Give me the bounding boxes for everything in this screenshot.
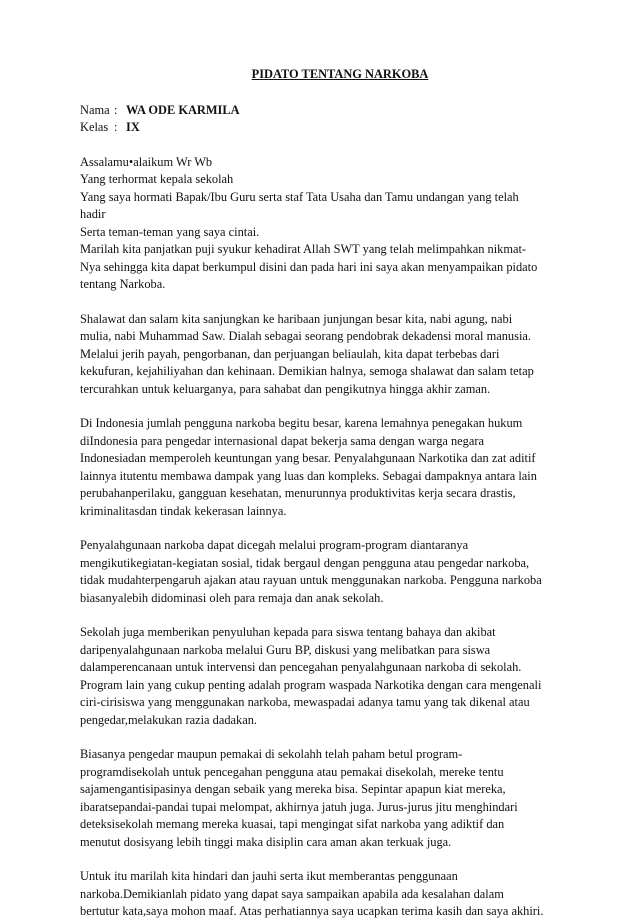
text-line: Serta teman-teman yang saya cintai. <box>80 224 260 239</box>
paragraph <box>80 868 560 921</box>
text-line: daripenyalahgunaan narkoba melalui Guru BP, diskusi yang melibatkan para siswa <box>80 642 491 657</box>
text-line: Sekolah juga memberikan penyuluhan kepada para siswa tentang bahaya dan akibat <box>80 625 496 639</box>
document-title: PIDATO TENTANG NARKOBA <box>251 67 429 81</box>
text-line: lainnya itutentu membawa dampak yang luas dan kompleks. Sebagai dampaknya antara lain <box>80 468 537 483</box>
paragraph <box>80 746 560 851</box>
text-line: tentang Narkoba. <box>80 277 166 291</box>
name-label: Nama <box>80 102 110 117</box>
text-line: Untuk itu marilah kita hindari dan jauhi serta ikut memberantas penggunaan <box>80 869 458 883</box>
text-line: Yang terhormat kepala sekolah <box>80 172 234 186</box>
text-line: pengedar,melakukan razia dadakan. <box>80 712 258 727</box>
text-line: programdisekolah untuk pencegahan pengguna atau pemakai disekolah, mereke tentu <box>80 764 504 779</box>
text-line: Marilah kita panjatkan puji syukur kehadirat Allah SWT yang telah melimpahkan nikmat- <box>80 242 527 256</box>
text-line: Shalawat dan salam kita sanjungkan ke haribaan junjungan besar kita, nabi agung, nabi <box>80 311 513 326</box>
spacer <box>80 137 560 154</box>
text-line: tidak mudahterpengaruh ajakan atau rayuan untuk menggunakan narkoba. Pengguna narkoba <box>80 573 542 587</box>
class-value: IX <box>126 120 140 134</box>
text-line: menutut dosisyang lebih tinggi maka disiplin cara aman akan terkuak juga. <box>80 834 452 849</box>
text-line: bertutur kata,saya mohon maaf. Atas perhatiannya saya ucapkan terima kasih dan saya akhiri. <box>80 904 544 918</box>
text-line: narkoba.Demikianlah pidato yang dapat saya sampaikan apabila ada kesalahan dalam <box>80 886 504 901</box>
text-line: sajamengantisipasinya dengan sebaik yang mereka bisa. Sepintar apapun kiat mereka, <box>80 782 506 796</box>
text-line: tercurahkan untuk keluarganya, para sahabat dan pengikutnya hingga akhir zaman. <box>80 381 491 396</box>
speech-body <box>80 154 560 921</box>
text-line: Penyalahgunaan narkoba dapat dicegah melalui program-program diantaranya <box>80 538 469 552</box>
text-line: Melalui jerih payah, pengorbanan, dan perjuangan beliaulah, kita dapat terbebas dari <box>80 346 500 361</box>
text-line: diIndonesia para pengedar internasional dapat bekerja sama dengan warga negara <box>80 433 485 448</box>
text-line: Di Indonesia jumlah pengguna narkoba begitu besar, karena lemahnya penegakan hukum <box>80 416 523 430</box>
paragraph <box>80 415 560 520</box>
name-row <box>80 102 560 120</box>
text-line: Program lain yang cukup penting adalah program waspada Narkotika dengan cara mengenali <box>80 677 542 692</box>
text-line: kriminalitasdan tindak kekerasan lainnya. <box>80 503 287 518</box>
paragraph <box>80 624 560 729</box>
text-line: deteksisekolah memang mereka kuasai, tapi mengingat sifat narkoba yang adiktif dan <box>80 817 505 831</box>
text-line: Nya sehingga kita dapat berkumpul disini dan pada hari ini saya akan menyampaikan pidato <box>80 259 538 274</box>
text-line: Biasanya pengedar maupun pemakai di sekolahh telah paham betul program- <box>80 747 463 761</box>
class-label: Kelas <box>80 120 109 134</box>
paragraph <box>80 154 560 294</box>
text-line: perubahanperilaku, gangguan kesehatan, menurunnya produktivitas kerja secara drastis, <box>80 486 516 500</box>
paragraph <box>80 537 560 607</box>
paragraph <box>80 311 560 399</box>
class-separator: : <box>114 120 118 134</box>
name-separator: : <box>114 102 118 117</box>
text-line: biasanyalebih didominasi oleh para remaja dan anak sekolah. <box>80 590 384 605</box>
text-line: kekufuran, kejahiliyahan dan kehinaan. Demikian halnya, semoga shalawat dan salam tetap <box>80 364 534 378</box>
text-line: Yang saya hormati Bapak/Ibu Guru serta staf Tata Usaha dan Tamu undangan yang telah <box>80 189 519 204</box>
text-line: mengikutikegiatan-kegiatan sosial, tidak bergaul dengan pengguna atau pengedar narkoba, <box>80 555 530 570</box>
text-line: mulia, nabi Muhammad Saw. Dialah sebagai seorang pendobrak dekadensi moral manusia. <box>80 329 531 343</box>
text-line: Assalamu•alaikum Wr Wb <box>80 154 213 169</box>
name-value: WA ODE KARMILA <box>126 102 240 117</box>
class-row <box>80 119 560 137</box>
text-line: ciri-cirisiswa yang menggunakan narkoba, mewaspadai adanya tamu yang tak dikenal atau <box>80 695 530 709</box>
text-line: hadir <box>80 207 106 221</box>
text-line: Indonesiadan memperoleh keuntungan yang besar. Penyalahgunaan Narkotika dan zat aditif <box>80 451 536 465</box>
identity-block <box>80 102 560 137</box>
text-line: ibaratsepandai-pandai tupai melompat, akhirnya jatuh juga. Jurus-jurus jitu menghindari <box>80 799 518 814</box>
text-line: dalamperencanaan untuk intervensi dan pencegahan penyalahgunaan narkoba di sekolah. <box>80 660 522 674</box>
